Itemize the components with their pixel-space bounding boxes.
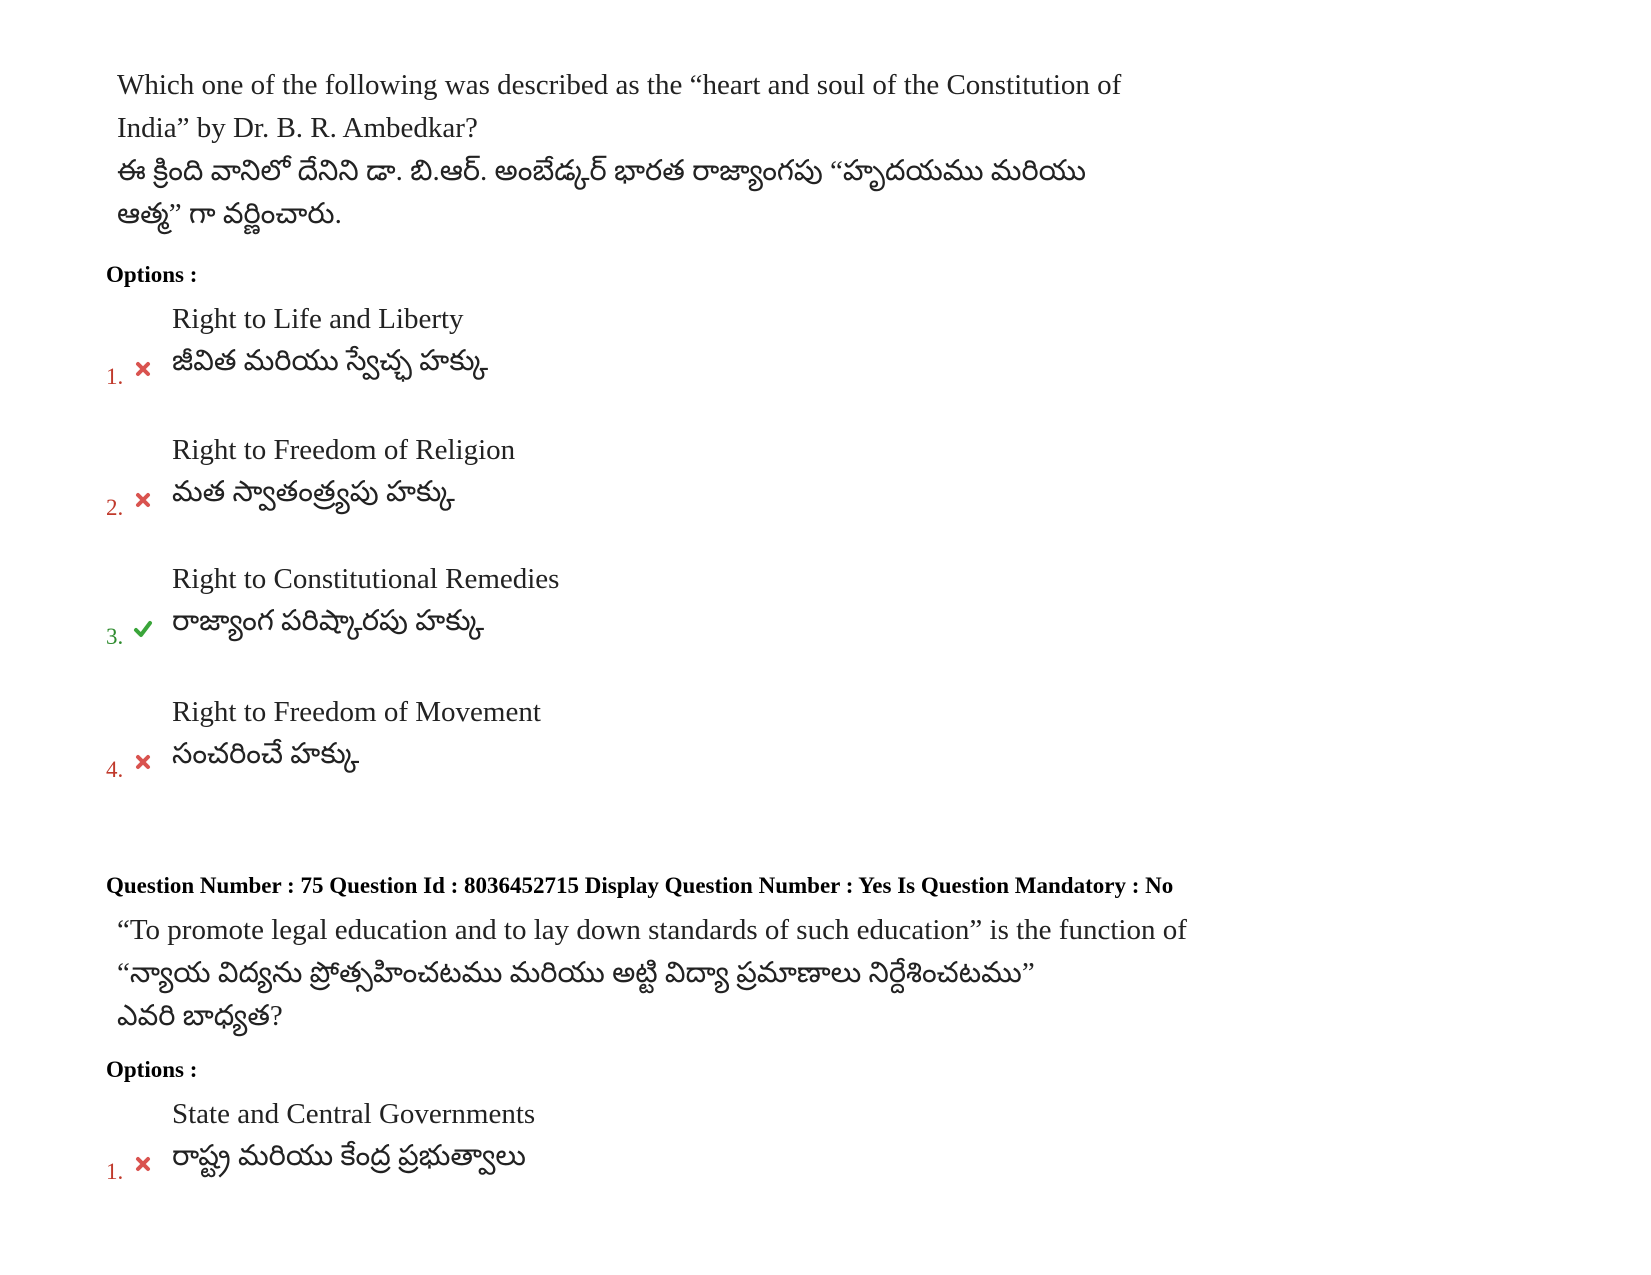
option-text-te: జీవిత మరియు స్వేచ్ఛ హక్కు [172,345,489,377]
question-75-options-label: Options : [106,1057,198,1082]
question-74-text-en-line-2: India” by Dr. B. R. Ambedkar? [117,112,478,144]
question-75-text-te-line-1: “న్యాయ విద్యను ప్రోత్సహించటము మరియు అట్టి విద్యా ప్రమాణాలు నిర్దేశించటము” [117,957,1035,989]
option-number: 3. [106,624,124,649]
question-75-option-1 [0,1093,900,1193]
cross-icon [134,360,152,378]
option-text-te: రాష్ట్ర మరియు కేంద్ర ప్రభుత్వాలు [172,1140,526,1172]
option-text-te: రాజ్యాంగ పరిష్కారపు హక్కు [172,605,485,637]
question-75-text-te-line-2: ఎవరి బాధ్యత? [117,1000,283,1032]
option-text-en: Right to Constitutional Remedies [172,563,560,595]
question-74-text-te-line-1: ఈ క్రింది వానిలో దేనిని డా. బి.ఆర్. అంబేడ్కర్ భారత రాజ్యాంగపు “హృదయము మరియు [117,155,1086,187]
question-74-text-en-line-1: Which one of the following was described as the “heart and soul of the Constitution of [117,69,1122,101]
option-number: 4. [106,757,124,782]
question-75-text [117,909,1187,1038]
option-text-te: సంచరించే హక్కు [172,738,360,770]
cross-icon [134,1155,152,1173]
question-75-text-en-line-1: “To promote legal education and to lay down standards of such education” is the function of [117,914,1187,946]
option-text-en: Right to Freedom of Movement [172,696,541,728]
option-number: 2. [106,495,124,520]
question-74-option-1 [0,298,900,398]
option-number: 1. [106,1159,124,1184]
option-text-en: State and Central Governments [172,1098,536,1130]
option-text-en: Right to Life and Liberty [172,303,464,335]
question-74-text [117,64,1121,236]
option-text-te: మత స్వాతంత్ర్యపు హక్కు [172,476,455,508]
question-74-option-2 [0,429,900,529]
cross-icon [134,753,152,771]
check-icon [132,620,154,638]
option-text-en: Right to Freedom of Religion [172,434,516,466]
question-74-options-label: Options : [106,262,198,287]
cross-icon [134,491,152,509]
question-75-meta: Question Number : 75 Question Id : 8036452715 Display Question Number : Yes Is Question Mandatory : No [106,873,1174,898]
question-74-text-te-line-2: ఆత్మ” గా వర్ణించారు. [117,198,342,230]
option-number: 1. [106,364,124,389]
question-74-option-3 [0,558,900,658]
question-74-option-4 [0,691,900,791]
